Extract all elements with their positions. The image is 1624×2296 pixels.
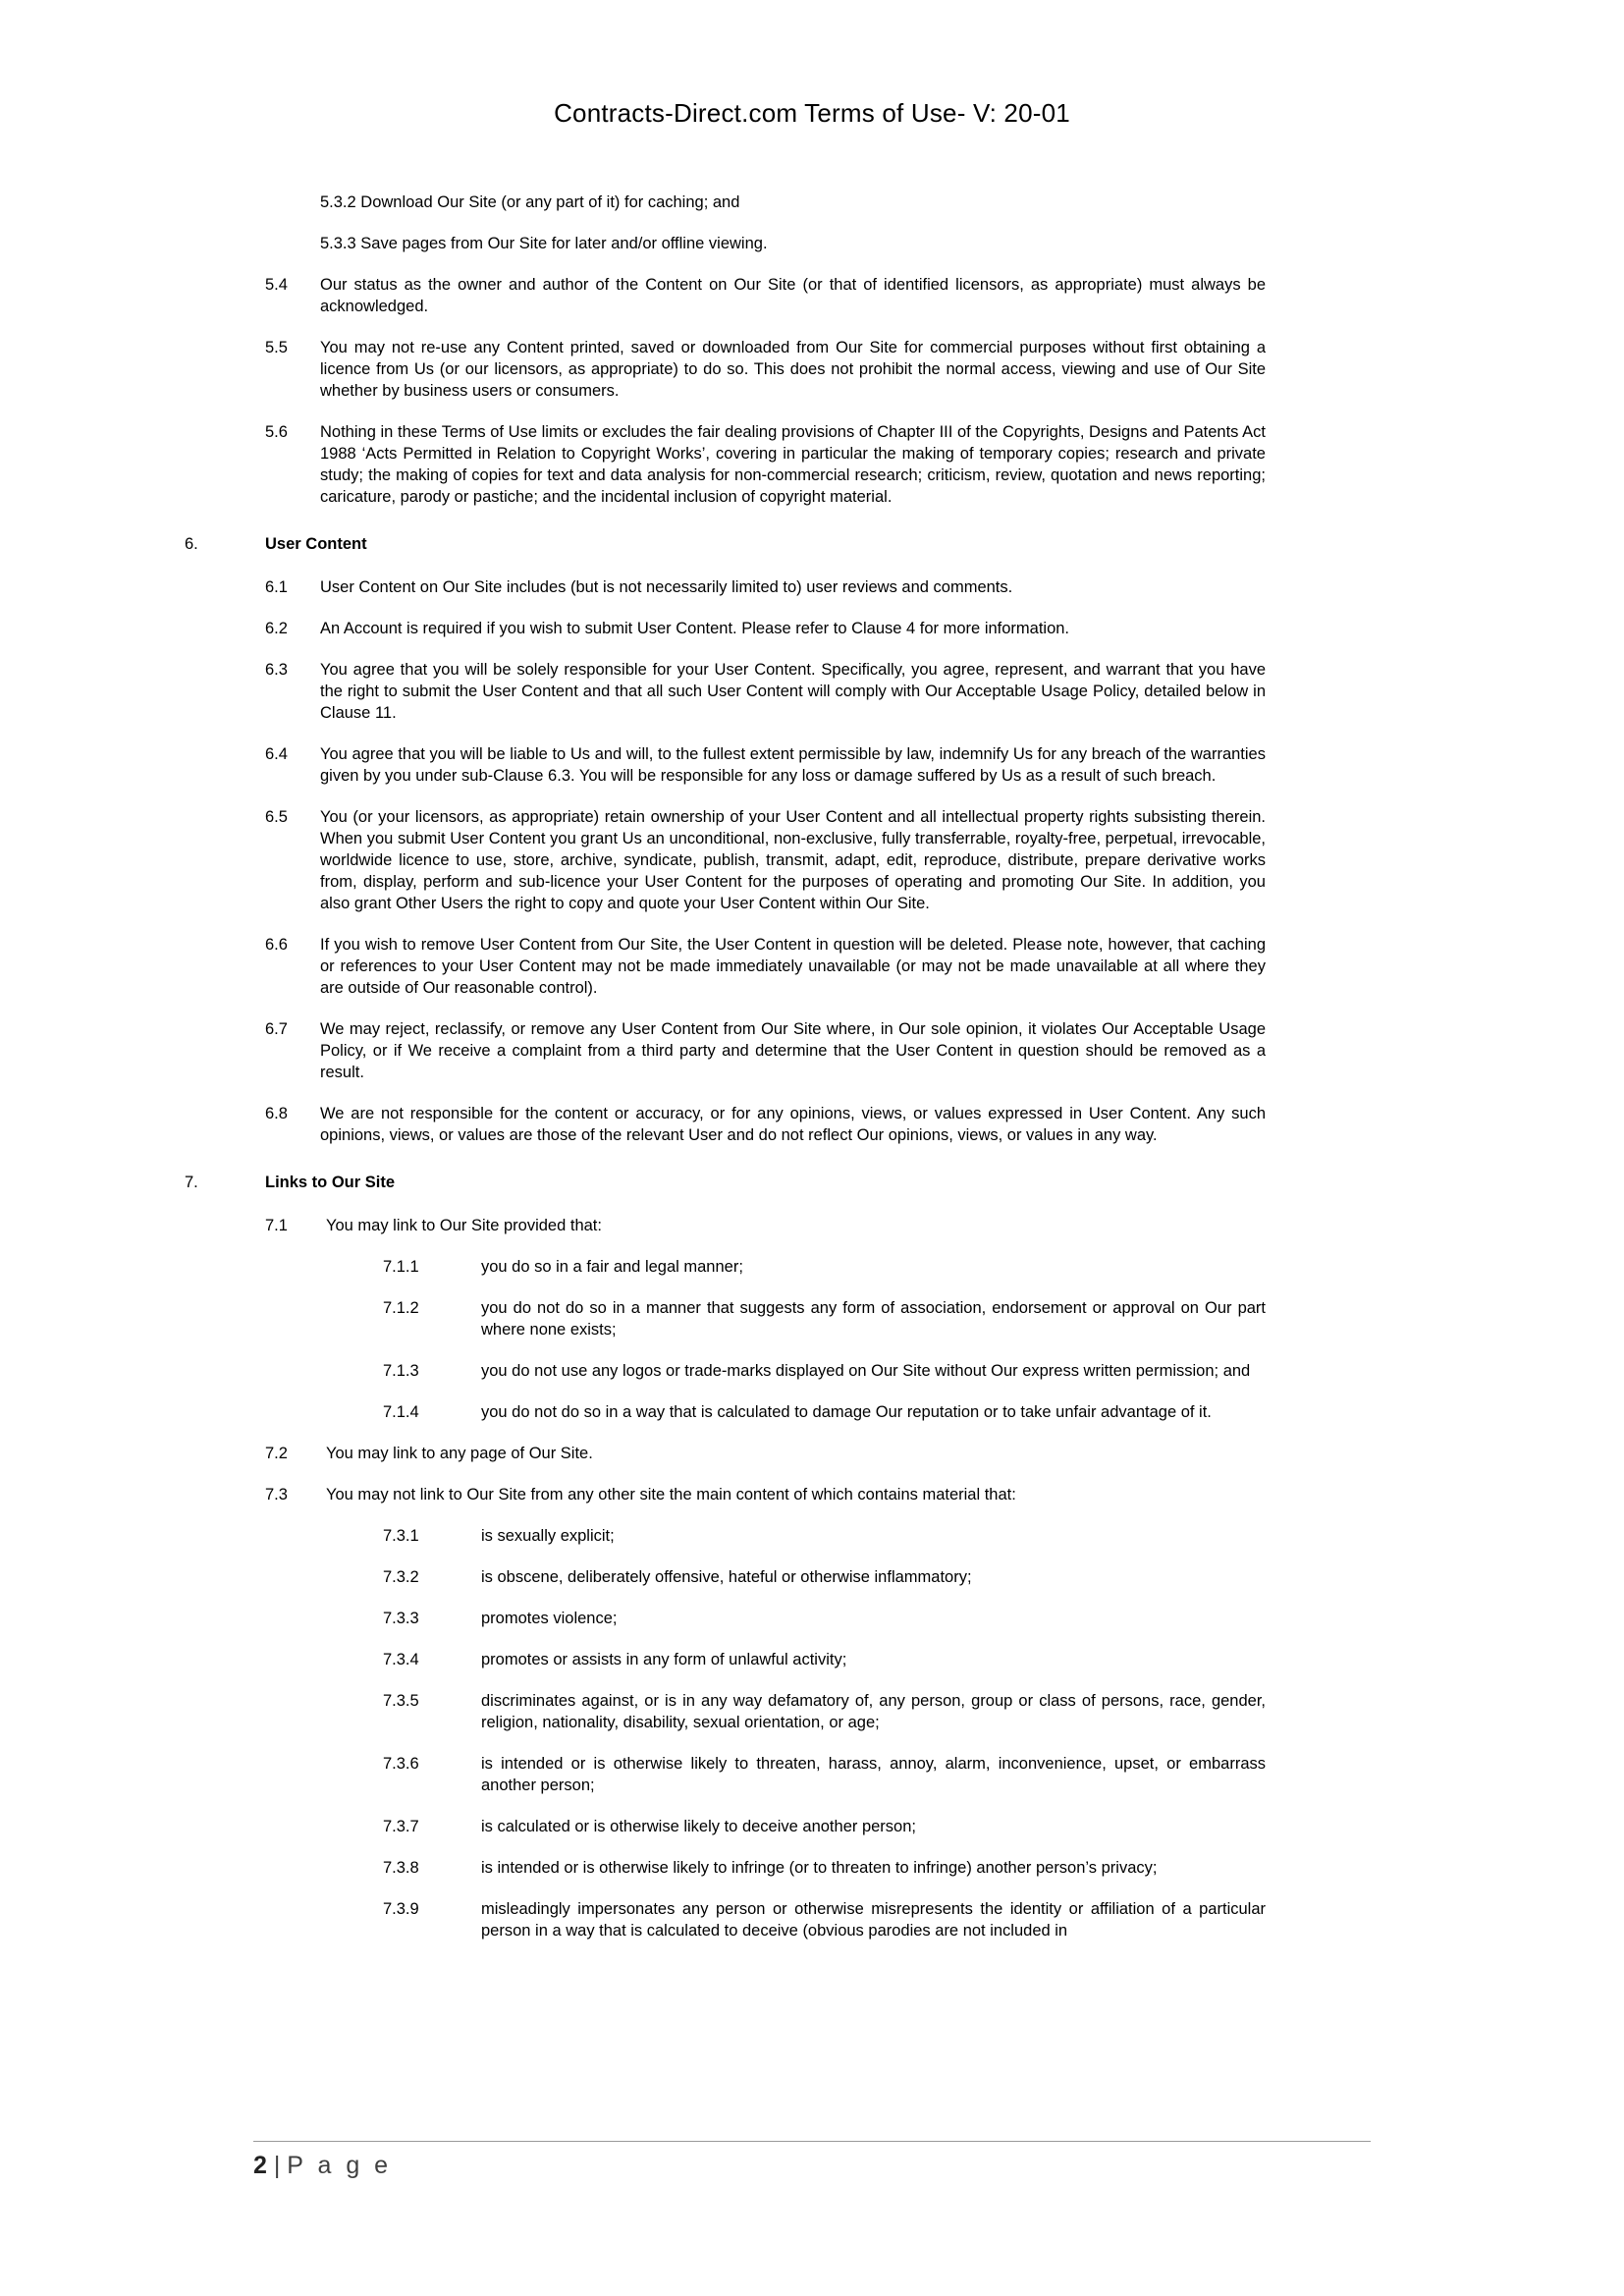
clause-number: 7.3.6 xyxy=(383,1755,419,1773)
clause-7-3 xyxy=(265,1484,1266,1505)
clause-number: 7.1.1 xyxy=(383,1258,419,1276)
clause-text: Nothing in these Terms of Use limits or excludes the fair dealing provisions of Chapter III of the Copyrights, Designs and Patents Act 1988 ‘Acts Permitted in Relation to Copyright Works’, covering in particular the making of temporary copies; research and private study; the making of copies for text and data analysis for non-commercial research; criticism, review, quotation and news reporting; caricature, parody or pastiche; and the incidental inclusion of copyright material. xyxy=(320,423,1266,506)
clause-5-5 xyxy=(265,337,1266,402)
clause-text: is sexually explicit; xyxy=(481,1527,615,1545)
clause-text: You agree that you will be solely responsible for your User Content. Specifically, you agree, represent, and warrant that you have the right to submit the User Content and that all such User Content will comply with Our Acceptable Usage Policy, detailed below in Clause 11. xyxy=(320,661,1266,722)
clause-number: 6.5 xyxy=(265,808,288,826)
clause-7-3-3 xyxy=(383,1608,1266,1629)
clause-text: misleadingly impersonates any person or otherwise misrepresents the identity or affiliation of a particular person in a way that is calculated to deceive (obvious parodies are not included in xyxy=(481,1900,1266,1940)
clause-6-1 xyxy=(265,576,1266,598)
clause-7-1-4 xyxy=(383,1401,1266,1423)
clause-text: We are not responsible for the content or accuracy, or for any opinions, views, or values expressed in User Content. Any such opinions, views, or values are those of the relevant User and do not reflect Our opinions, views, or values in any way. xyxy=(320,1105,1266,1144)
clause-5-6 xyxy=(265,421,1266,508)
clause-number: 7.1.3 xyxy=(383,1362,419,1380)
section-number: 6. xyxy=(185,535,198,553)
clause-text: discriminates against, or is in any way defamatory of, any person, group or class of persons, race, gender, religion, nationality, disability, sexual orientation, or age; xyxy=(481,1692,1266,1731)
clause-7-3-4 xyxy=(383,1649,1266,1670)
clause-number: 6.6 xyxy=(265,936,288,954)
clause-number: 7.1.2 xyxy=(383,1299,419,1317)
clause-number: 7.3 xyxy=(265,1486,288,1503)
clause-7-3-1 xyxy=(383,1525,1266,1547)
clause-number: 6.3 xyxy=(265,661,288,679)
document-body xyxy=(0,191,1624,1941)
section-number: 7. xyxy=(185,1174,198,1191)
clause-number: 7.3.9 xyxy=(383,1900,419,1918)
clause-7-1 xyxy=(265,1215,1266,1236)
clause-text: promotes or assists in any form of unlawful activity; xyxy=(481,1651,847,1668)
clause-number: 7.1.4 xyxy=(383,1403,419,1421)
clause-number: 7.3.1 xyxy=(383,1527,419,1545)
clause-7-3-8 xyxy=(383,1857,1266,1879)
footer-page-number: 2 xyxy=(253,2152,267,2179)
clause-text: If you wish to remove User Content from Our Site, the User Content in question will be deleted. Please note, however, that caching or references to your User Content may not be made immediately unavailable (or may not be made unavailable at all where they are outside of Our reasonable control). xyxy=(320,936,1266,997)
clause-6-4 xyxy=(265,743,1266,787)
clause-number: 7.1 xyxy=(265,1217,288,1234)
footer-page-label xyxy=(253,2152,1371,2180)
clause-7-2 xyxy=(265,1443,1266,1464)
clause-7-3-7 xyxy=(383,1816,1266,1837)
section-heading-6 xyxy=(185,533,1266,555)
clause-number: 7.2 xyxy=(265,1445,288,1462)
clause-7-3-5 xyxy=(383,1690,1266,1733)
clause-number: 6.8 xyxy=(265,1105,288,1122)
clause-text: You may link to any page of Our Site. xyxy=(326,1445,593,1462)
clause-number: 5.5 xyxy=(265,339,288,356)
clause-text: An Account is required if you wish to submit User Content. Please refer to Clause 4 for more information. xyxy=(320,620,1070,637)
clause-text: promotes violence; xyxy=(481,1610,618,1627)
document-title: Contracts-Direct.com Terms of Use- V: 20-01 xyxy=(554,98,1070,128)
clause-number: 6.1 xyxy=(265,578,288,596)
clause-6-3 xyxy=(265,659,1266,724)
clause-number: 6.7 xyxy=(265,1020,288,1038)
clause-7-1-1 xyxy=(383,1256,1266,1278)
clause-text: User Content on Our Site includes (but is not necessarily limited to) user reviews and comments. xyxy=(320,578,1013,596)
clause-number: 5.6 xyxy=(265,423,288,441)
footer-separator: | xyxy=(266,2152,288,2179)
clause-number: 7.3.2 xyxy=(383,1568,419,1586)
clause-7-3-9 xyxy=(383,1898,1266,1941)
clause-number: 7.3.5 xyxy=(383,1692,419,1710)
clause-5-4 xyxy=(265,274,1266,317)
clause-5-3-2: 5.3.2 Download Our Site (or any part of it) for caching; and xyxy=(320,193,740,211)
clause-text: is obscene, deliberately offensive, hateful or otherwise inflammatory; xyxy=(481,1568,972,1586)
clause-number: 7.3.8 xyxy=(383,1859,419,1877)
clause-text: We may reject, reclassify, or remove any User Content from Our Site where, in Our sole opinion, it violates Our Acceptable Usage Policy, or if We receive a complaint from a third party and determine that the User Content in question should be removed as a result. xyxy=(320,1020,1266,1081)
clause-number: 6.4 xyxy=(265,745,288,763)
clause-text: You agree that you will be liable to Us and will, to the fullest extent permissible by law, indemnify Us for any breach of the warranties given by you under sub-Clause 6.3. You will be responsible for any loss or damage suffered by Us as a result of such breach. xyxy=(320,745,1266,785)
clause-7-1-3 xyxy=(383,1360,1266,1382)
clause-text: You may link to Our Site provided that: xyxy=(326,1217,602,1234)
clause-6-7 xyxy=(265,1018,1266,1083)
clause-number: 6.2 xyxy=(265,620,288,637)
clause-5-3-3: 5.3.3 Save pages from Our Site for later and/or offline viewing. xyxy=(320,235,768,252)
clause-text: you do not use any logos or trade-marks displayed on Our Site without Our express written permission; and xyxy=(481,1362,1251,1380)
clause-text: You may not link to Our Site from any other site the main content of which contains material that: xyxy=(326,1486,1016,1503)
clause-6-2 xyxy=(265,618,1266,639)
clause-text: is intended or is otherwise likely to infringe (or to threaten to infringe) another person’s privacy; xyxy=(481,1859,1158,1877)
section-title: User Content xyxy=(265,535,367,553)
clause-text: is calculated or is otherwise likely to deceive another person; xyxy=(481,1818,916,1835)
clause-6-5 xyxy=(265,806,1266,914)
clause-6-8 xyxy=(265,1103,1266,1146)
clause-6-6 xyxy=(265,934,1266,999)
clause-number: 7.3.7 xyxy=(383,1818,419,1835)
clause-number: 5.4 xyxy=(265,276,288,294)
clause-text: you do so in a fair and legal manner; xyxy=(481,1258,743,1276)
footer-page-word: P a g e xyxy=(287,2152,393,2179)
clause-text: you do not do so in a way that is calculated to damage Our reputation or to take unfair advantage of it. xyxy=(481,1403,1212,1421)
clause-text: is intended or is otherwise likely to threaten, harass, annoy, alarm, inconvenience, upset, or embarrass another person; xyxy=(481,1755,1266,1794)
clause-7-3-6 xyxy=(383,1753,1266,1796)
clause-text: Our status as the owner and author of the Content on Our Site (or that of identified licensors, as appropriate) must always be acknowledged. xyxy=(320,276,1266,315)
clause-text: you do not do so in a manner that suggests any form of association, endorsement or approval on Our part where none exists; xyxy=(481,1299,1266,1339)
clause-text: You may not re-use any Content printed, saved or downloaded from Our Site for commercial purposes without first obtaining a licence from Us (or our licensors, as appropriate) to do so. This does not prohibit the normal access, viewing and use of Our Site whether by business users or consumers. xyxy=(320,339,1266,400)
footer-divider xyxy=(253,2141,1371,2142)
section-title: Links to Our Site xyxy=(265,1174,396,1191)
page-header xyxy=(0,0,1624,129)
clause-text: You (or your licensors, as appropriate) retain ownership of your User Content and all intellectual property rights subsisting therein. When you submit User Content you grant Us an unconditional, non-exclusive, fully transferrable, royalty-free, perpetual, irrevocable, worldwide licence to use, store, archive, syndicate, publish, transmit, adapt, edit, reproduce, distribute, prepare derivative works from, display, perform and sub-licence your User Content for the purposes of operating and promoting Our Site. In addition, you also grant Other Users the right to copy and quote your User Content within Our Site. xyxy=(320,808,1266,912)
clause-7-1-2 xyxy=(383,1297,1266,1340)
clause-number: 7.3.3 xyxy=(383,1610,419,1627)
page-footer xyxy=(253,2141,1371,2180)
clause-7-3-2 xyxy=(383,1566,1266,1588)
clause-number: 7.3.4 xyxy=(383,1651,419,1668)
section-heading-7 xyxy=(185,1172,1266,1193)
